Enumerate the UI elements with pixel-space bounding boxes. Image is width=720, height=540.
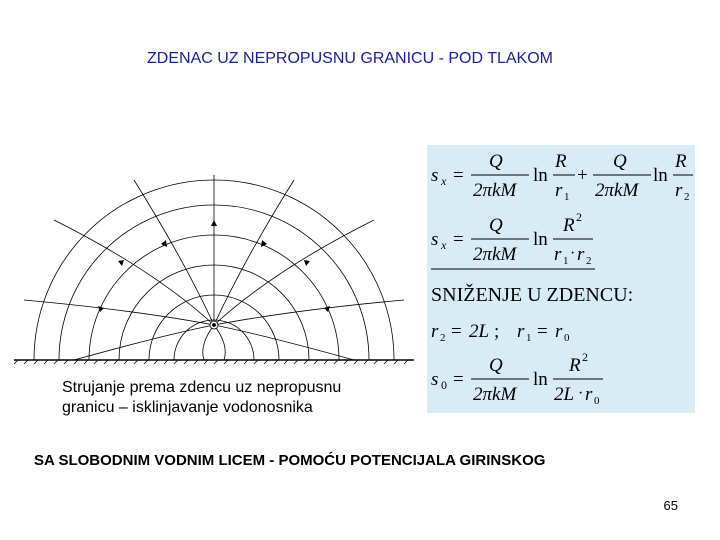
svg-text:2L: 2L (554, 384, 575, 405)
flow-line (134, 180, 214, 325)
svg-text:r: r (585, 384, 593, 405)
svg-text:r: r (555, 180, 563, 201)
svg-text:2πkM: 2πkM (473, 180, 517, 201)
svg-text:2πkM: 2πkM (473, 384, 517, 405)
svg-text:Q: Q (489, 215, 503, 236)
svg-text:r: r (517, 321, 525, 342)
svg-text:s: s (431, 165, 439, 186)
formula-conditions (431, 321, 570, 344)
flow-line (214, 180, 294, 325)
flow-line (74, 325, 214, 360)
svg-text:ln: ln (533, 369, 548, 390)
svg-text:=: = (537, 321, 548, 342)
svg-text:r: r (577, 244, 585, 265)
svg-text:x: x (441, 174, 447, 188)
flow-line (24, 300, 214, 325)
svg-text:2: 2 (586, 255, 592, 267)
svg-text:=: = (453, 165, 464, 186)
svg-text:s: s (431, 369, 439, 390)
svg-text:Q: Q (489, 355, 503, 376)
svg-text:·: · (578, 385, 584, 402)
svg-text:+: + (577, 165, 588, 186)
svg-text:R: R (569, 355, 581, 376)
formula-panel (427, 145, 695, 413)
svg-text:R: R (675, 151, 687, 172)
svg-text:2: 2 (582, 350, 588, 364)
slide-title: ZDENAC UZ NEPROPUSNU GRANICU - POD TLAKOM (147, 50, 553, 67)
svg-text:r: r (554, 244, 562, 265)
formula-heading: SNIŽENJE U ZDENCU: (431, 284, 634, 306)
svg-text:0: 0 (564, 332, 570, 344)
caption-line-2: granicu – isklinjavanje vodonosnika (62, 399, 313, 416)
flow-line (214, 325, 354, 360)
footer-text: SA SLOBODNIM VODNIM LICEM - POMOĆU POTENCIJALA GIRINSKOG (34, 452, 546, 469)
svg-text:ln: ln (533, 229, 548, 250)
svg-text:2: 2 (684, 191, 690, 203)
svg-text:Q: Q (613, 151, 627, 172)
svg-text:1: 1 (563, 255, 569, 267)
svg-text:2: 2 (576, 210, 582, 224)
svg-text:s: s (431, 229, 439, 250)
svg-text:;: ; (494, 321, 500, 342)
svg-text:r: r (431, 321, 439, 342)
flow-line (214, 325, 225, 360)
caption-line-1: Strujanje prema zdencu uz nepropusnu (62, 379, 342, 396)
flow-line (203, 325, 214, 360)
svg-text:=: = (451, 321, 462, 342)
svg-text:·: · (570, 245, 576, 262)
svg-text:R: R (555, 151, 567, 172)
formula-sx-sum (431, 151, 693, 203)
svg-text:ln: ln (533, 165, 548, 186)
page-number: 65 (663, 498, 678, 513)
flow-net-diagram (14, 160, 414, 370)
svg-text:0: 0 (594, 395, 600, 407)
svg-text:1: 1 (526, 332, 532, 344)
formula-sx-product (431, 210, 593, 267)
svg-text:2L: 2L (469, 321, 490, 342)
svg-text:Q: Q (489, 151, 503, 172)
svg-text:2: 2 (440, 332, 446, 344)
svg-text:1: 1 (564, 191, 570, 203)
svg-text:=: = (453, 369, 464, 390)
svg-text:x: x (441, 238, 447, 252)
svg-text:r: r (675, 180, 683, 201)
svg-text:0: 0 (441, 378, 447, 392)
formula-s0 (431, 350, 603, 407)
svg-text:ln: ln (653, 165, 668, 186)
svg-text:2πkM: 2πkM (595, 180, 639, 201)
svg-text:=: = (453, 229, 464, 250)
svg-text:R: R (563, 215, 575, 236)
diagram-caption (62, 378, 392, 418)
svg-text:r: r (555, 321, 563, 342)
svg-text:2πkM: 2πkM (473, 244, 517, 265)
flow-line (214, 300, 404, 325)
